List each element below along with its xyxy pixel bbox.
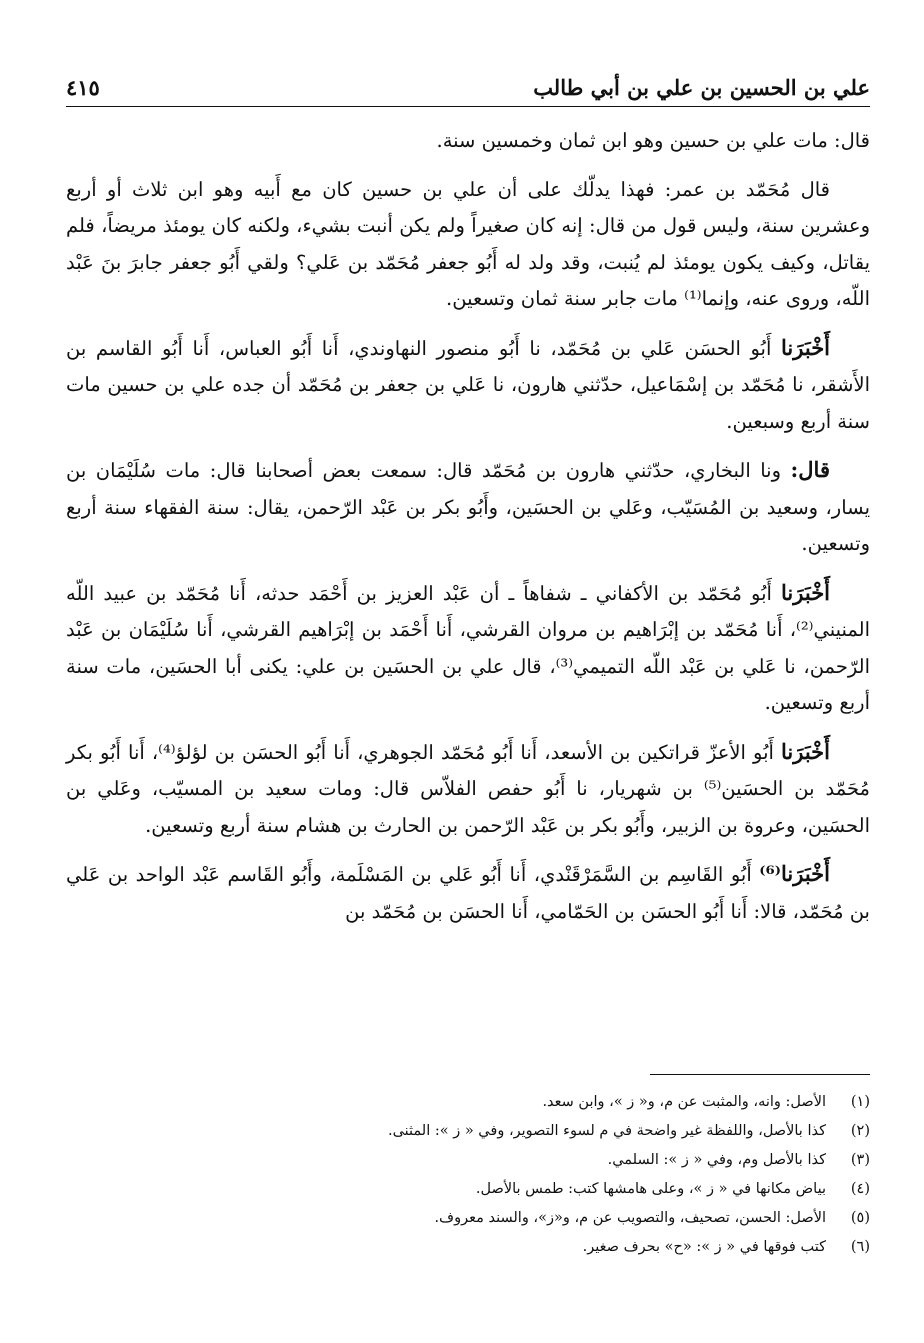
footnote-number: (١): [850, 1094, 870, 1110]
paragraph: [66, 575, 870, 722]
paragraph: [66, 452, 870, 563]
page-number: ٤١٥: [66, 75, 100, 100]
footnotes: [66, 1088, 870, 1262]
paragraph: [66, 330, 870, 441]
paragraph-text: أَبُو القَاسِم بن السَّمَرْقَنْدي، أَنا أَبُو عَلي بن المَسْلَمة، وأَبُو القَاسم عَبْد الواحد بن عَلي بن مُحَمّد، قالا: أَنا أَبُو الحسَن بن الحَمّامي، أَنا الحسَن بن مُحَمّد بن: [66, 863, 870, 923]
footnote-text: الأصل: وانه، والمثبت عن م، و« ز »، وابن سعد.: [542, 1094, 826, 1110]
footnote: [66, 1204, 870, 1233]
paragraph-text: ونا البخاري، حدّثني هارون بن مُحَمّد قال: سمعت بعض أصحابنا قال: مات سُلَيْمَان بن يسار، وسعيد بن المُسَيّب، وعَلي بن الحسَين، وأَبُو بكر بن عَبْد الرّحمن، يقال: سنة الفقهاء سنة أربع وتسعين.: [66, 459, 870, 555]
footnote-text: كذا بالأصل وم، وفي « ز »: السلمي.: [607, 1152, 826, 1168]
footnote-text: كتب فوقها في « ز »: «ح» بحرف صغير.: [582, 1239, 826, 1255]
footnote-number: (٢): [850, 1123, 870, 1139]
footnote-number: (٥): [850, 1210, 870, 1226]
footnote-text: كذا بالأصل، واللفظة غير واضحة في م لسوء التصوير، وفي « ز »: المثنى.: [387, 1123, 826, 1139]
paragraph: [66, 123, 870, 160]
footnote-text: الأصل: الحسن، تصحيف، والتصويب عن م، و«ز»، والسند معروف.: [434, 1210, 826, 1226]
footnote-text: بياض مكانها في « ز »، وعلى هامشها كتب: طمس بالأصل.: [475, 1181, 826, 1197]
paragraph-text: قال مُحَمّد بن عمر: فهذا يدلّك على أن علي بن حسين كان مع أَبيه وهو ابن ثلاث أو أربع وعشرين سنة، وليس قول من قال: إنه كان صغيراً ولم يكن أنبت بشيء، ولكنه كان يومئذ مريضاً، فلم يقاتل، وكيف يكون يومئذ لم يُنبت، وقد ولد له أَبُو جعفر مُحَمّد بن عَلي؟ ولقي أَبُو جعفر جابرَ بنَ عَبْد اللّه، وروى عنه، وإنما⁽¹⁾ مات جابر سنة ثمان وتسعين.: [66, 177, 870, 310]
footnote-number: (٦): [850, 1239, 870, 1255]
running-title: علي بن الحسين بن علي بن أبي طالب: [533, 75, 870, 100]
paragraph-text: أَبُو مُحَمّد بن الأكفاني ـ شفاهاً ـ أن عَبْد العزيز بن أَحْمَد حدثه، أَنا مُحَمّد بن عبيد اللّه المنيني⁽²⁾، أَنا مُحَمّد بن إبْرَاهيم بن مروان القرشي، أَنا أَحْمَد بن إبْرَاهيم القرشي، أَنا سُلَيْمَان بن عَبْد الرّحمن، نا عَلي بن عَبْد اللّه التميمي⁽³⁾، قال علي بن الحسَين بن علي: يكنى أبا الحسَين، مات سنة أربع وتسعين.: [66, 581, 870, 714]
footnote: [66, 1146, 870, 1175]
footnote-number: (٤): [850, 1181, 870, 1197]
footnote: [66, 1117, 870, 1146]
paragraph-lead: قال:: [790, 457, 830, 482]
paragraph: [66, 734, 870, 845]
paragraph-text: أَبُو الحسَن عَلي بن مُحَمّد، نا أَبُو منصور النهاوندي، أَنا أَبُو العباس، أَنا أَبُو القاسم بن الأَشقر، نا مُحَمّد بن إسْمَاعيل، حدّثني هارون، نا عَلي بن جعفر بن مُحَمّد أن جده علي بن حسين مات سنة أربع وسبعين.: [66, 336, 870, 433]
paragraph-lead: أَخْبَرَنا: [781, 738, 830, 764]
paragraph-text: قال: مات علي بن حسين وهو ابن ثمان وخمسين سنة.: [436, 129, 870, 152]
running-head: [66, 70, 870, 107]
paragraph-lead: أَخْبَرَنا⁽⁶⁾: [759, 861, 830, 886]
footnote: [66, 1233, 870, 1262]
main-text: [66, 123, 870, 930]
footnote-number: (٣): [850, 1152, 870, 1168]
paragraph-text: أَبُو الأعزّ قراتكين بن الأسعد، أَنا أَبُو مُحَمّد الجوهري، أَنا أَبُو الحسَن بن لؤلؤ⁽⁴⁾، أَنا أَبُو بكر مُحَمّد بن الحسَين⁽⁵⁾ بن شهريار، نا أَبُو حفص الفلاّس قال: ومات سعيد بن المسيّب، وعَلي بن الحسَين، وعروة بن الزبير، وأَبُو بكر بن عَبْد الرّحمن بن الحارث بن هشام سنة أربع وتسعين.: [66, 740, 870, 837]
paragraph: [66, 856, 870, 930]
page: [66, 70, 870, 1310]
paragraph: [66, 172, 870, 318]
footnote: [66, 1175, 870, 1204]
paragraph-lead: أَخْبَرَنا: [781, 334, 831, 360]
paragraph-lead: أَخْبَرَنا: [781, 579, 831, 605]
footnote: [66, 1088, 870, 1117]
footnote-separator: [650, 1074, 870, 1075]
